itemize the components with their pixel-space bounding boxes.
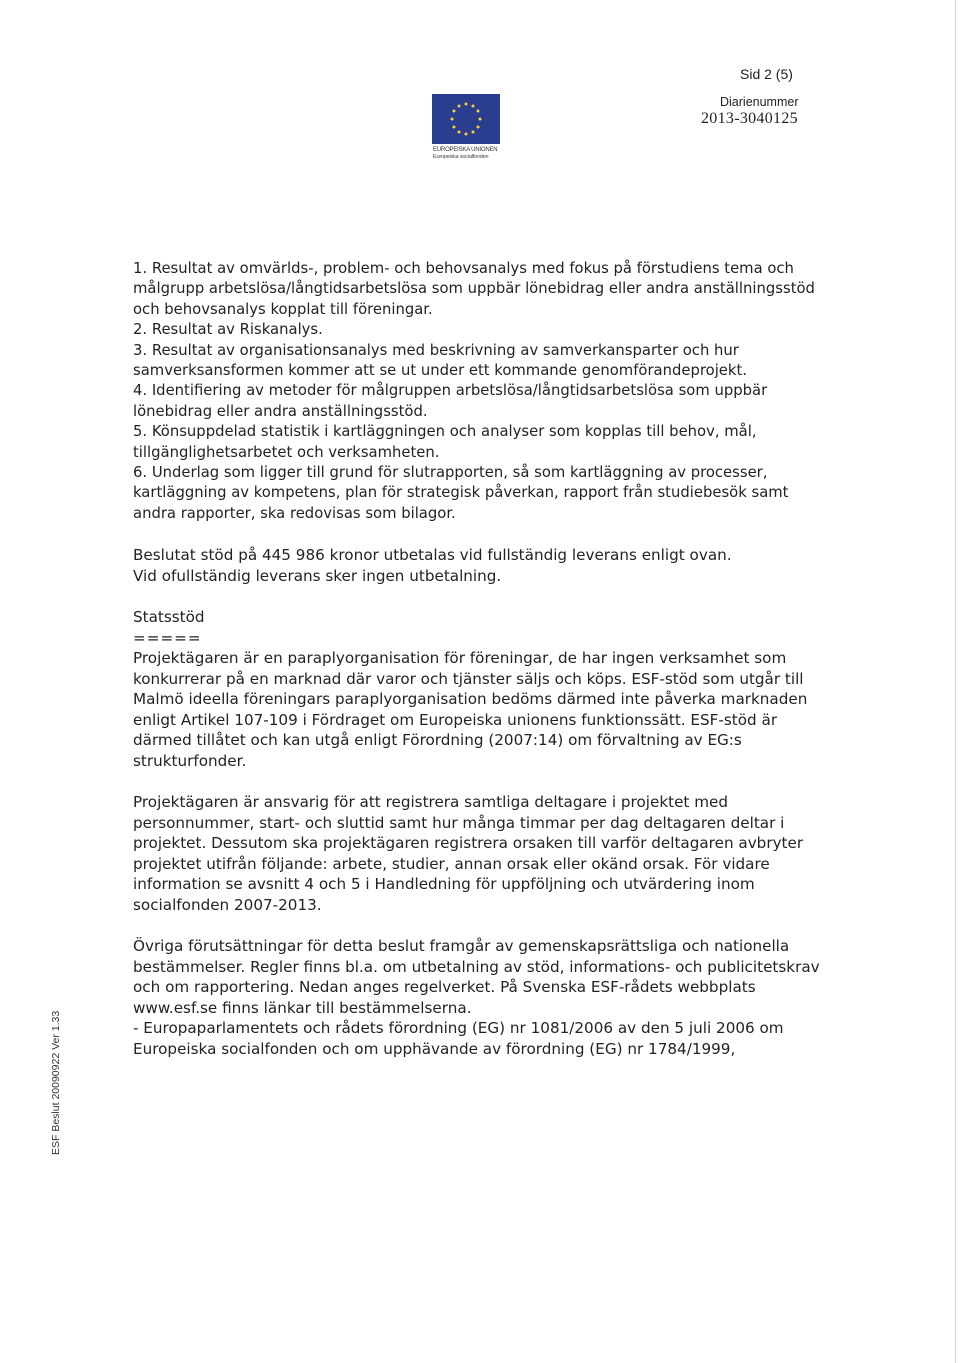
logo-text-esf: Europeiska socialfonden <box>433 154 489 160</box>
eu-flag-icon <box>432 94 500 144</box>
diary-number: 2013-3040125 <box>701 110 798 127</box>
list-item: 3. Resultat av organisationsanalys med beskrivning av samverkansparter och hur samverksansformen kommer att se ut under ett kommande genomförandeprojekt. <box>133 341 747 380</box>
statsstod-paragraph: Projektägaren är en paraplyorganisation för föreningar, de har ingen verksamhet som konkurrerar på en marknad där varor och tjänster säljs och köps. ESF-stöd som utgår till Malmö ideella föreningars paraplyorganisation bedöms därmed inte påverka marknaden enligt Artikel 107-109 i Fördraget om Europeiska unionens funktionssätt. ESF-stöd är därmed tillåtet och kan utgå enligt Förordning (2007:14) om förvaltning av EG:s strukturfonder. <box>133 649 808 770</box>
decision-amount-line: Beslutat stöd på 445 986 kronor utbetalas vid fullständig leverans enligt ovan. <box>133 546 732 565</box>
registration-paragraph: Projektägaren är ansvarig för att registrera samtliga deltagare i projektet med personnummer, start- och sluttid samt hur många timmar per dag deltagaren deltar i projektet. Dessutom ska projektägaren registrera orsaken till varför deltagaren avbryter projektet utifrån följande: arbete, studier, annan orsak eller okänd orsak. För vidare information se avsnitt 4 och 5 i Handledning för uppföljning och utvärdering inom socialfonden 2007-2013. <box>133 793 804 914</box>
list-item: 5. Könsuppdelad statistik i kartläggningen och analyser som kopplas till behov, mål, tillgänglighetsarbetet och verksamheten. <box>133 423 757 461</box>
eu-logo <box>432 94 502 162</box>
list-item: 2. Resultat av Riskanalys. <box>133 321 323 339</box>
side-version-note: ESF Beslut 20090922 Ver 1.33 <box>50 1010 62 1155</box>
list-item: 6. Underlag som ligger till grund för slutrapporten, så som kartläggning av processer, kartläggning av kompetens, plan för strategisk påverkan, rapport från studiebesök samt andra rapporter, ska redovisas som bilagor. <box>133 464 789 522</box>
diary-label: Diarienummer <box>720 95 799 109</box>
logo-text-eu: EUROPEISKA UNIONEN <box>433 147 498 153</box>
regulation-item: - Europaparlamentets och rådets förordning (EG) nr 1081/2006 av den 5 juli 2006 om Europeiska socialfonden och om upphävande av förordning (EG) nr 1784/1999, <box>133 1019 784 1058</box>
other-conditions-paragraph: Övriga förutsättningar för detta beslut framgår av gemenskapsrättsliga och nationella bestämmelser. Regler finns bl.a. om utbetalning av stöd, informations- och publicitetskrav och om rapportering. Nedan anges regelverket. På Svenska ESF-rådets webbplats www.esf.se finns länkar till bestämmelserna. <box>133 937 820 1017</box>
document-body <box>133 259 823 1059</box>
list-item: 4. Identifiering av metoder för målgruppen arbetslösa/långtidsarbetslösa som uppbär lönebidrag eller andra anställningsstöd. <box>133 382 768 420</box>
section-heading-statsstod: Statsstöd <box>133 608 205 627</box>
heading-underline: ===== <box>133 628 202 647</box>
decision-condition-line: Vid ofullständig leverans sker ingen utbetalning. <box>133 566 502 585</box>
page-edge <box>955 0 956 1363</box>
list-item: 1. Resultat av omvärlds-, problem- och behovsanalys med fokus på förstudiens tema och målgrupp arbetslösa/långtidsarbetslösa som uppbär lönebidrag eller andra anställningsstöd och behovsanalys kopplat till föreningar. <box>133 260 815 318</box>
page-number: Sid 2 (5) <box>740 66 793 82</box>
results-list <box>133 259 823 524</box>
